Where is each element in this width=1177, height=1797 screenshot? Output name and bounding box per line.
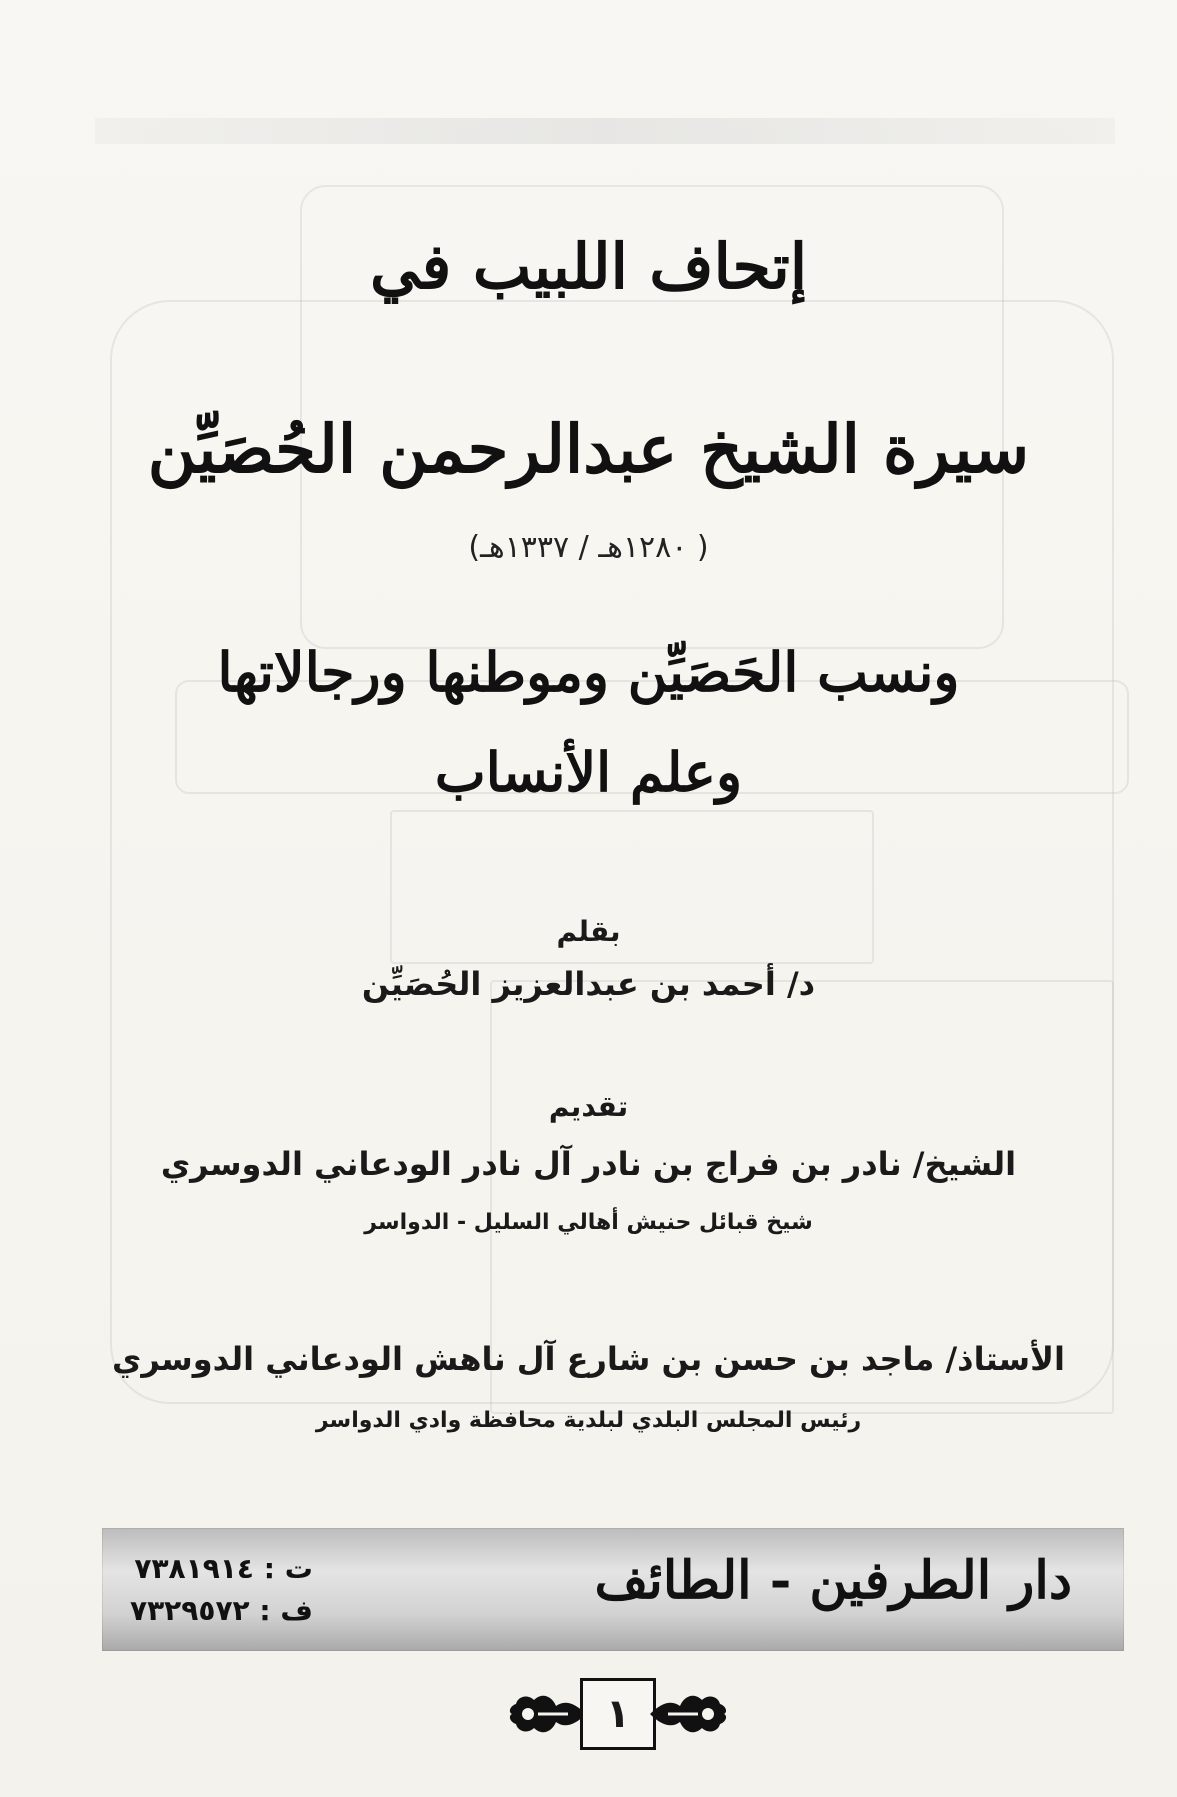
preface-label: تقديم xyxy=(548,1090,629,1123)
ornament-right-icon xyxy=(648,1672,728,1756)
title-line-1: إتحاف اللبيب في xyxy=(369,230,808,303)
publisher-footer xyxy=(102,1528,1124,1651)
page-number: ١ xyxy=(580,1678,656,1750)
ornament-left-icon xyxy=(508,1672,588,1756)
preface-first-title: شيخ قبائل حنيش أهالي السليل - الدواسر xyxy=(364,1210,813,1235)
preface-first-name: الشيخ/ نادر بن فراج بن نادر آل نادر الودعاني الدوسري xyxy=(160,1145,1017,1183)
phone-number: ت : ٧٣٨١٩١٤ xyxy=(134,1552,313,1585)
author-label: بقلم xyxy=(556,915,621,948)
date-range: ( ١٢٨٠هـ / ١٣٣٧هـ) xyxy=(468,530,709,565)
subtitle-line-2: وعلم الأنساب xyxy=(434,740,743,804)
preface-second-title: رئيس المجلس البلدي لبلدية محافظة وادي الدواسر xyxy=(315,1408,862,1433)
author-name: د/ أحمد بن عبدالعزيز الحُصَيِّن xyxy=(361,965,816,1003)
title-line-2: سيرة الشيخ عبدالرحمن الحُصَيِّن xyxy=(147,410,1030,488)
faded-header-band xyxy=(95,118,1115,144)
preface-second-name: الأستاذ/ ماجد بن حسن بن شارع آل ناهش الودعاني الدوسري xyxy=(112,1340,1065,1378)
publisher-name: دار الطرفين - الطائف xyxy=(594,1550,1072,1611)
page-number-ornament xyxy=(508,1672,728,1762)
fax-number: ف : ٧٣٢٩٥٧٢ xyxy=(130,1594,313,1627)
publisher-contacts xyxy=(130,1548,313,1632)
subtitle-line-1: ونسب الحَصَيِّن وموطنها ورجالاتها xyxy=(217,640,960,704)
